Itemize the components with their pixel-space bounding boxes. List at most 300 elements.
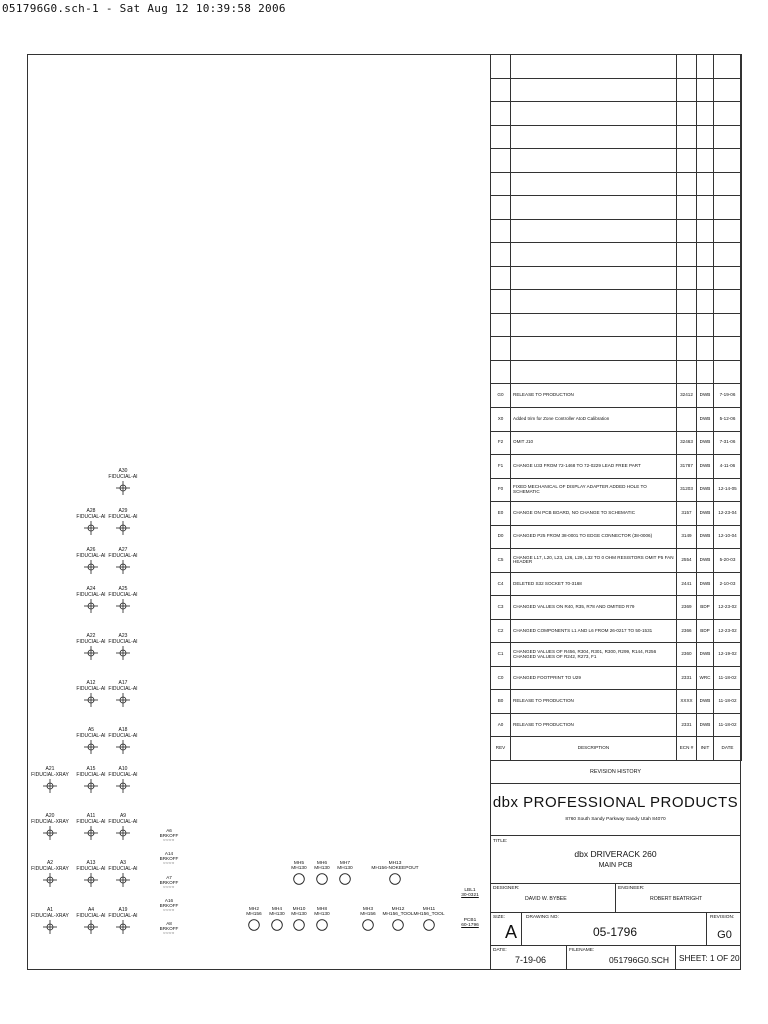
fiducial-a18 (103, 728, 143, 754)
fiducial-type: FIDUCIAL-AI (76, 912, 106, 919)
rev-cell-desc (511, 149, 677, 173)
fiducial-ref: A10 (118, 766, 128, 772)
rev-empty-row (491, 360, 742, 384)
fiducial-type: FIDUCIAL-XRAY (31, 818, 69, 825)
company-address: 8760 South Sandy Parkway Sandy Utah 84070 (565, 817, 666, 822)
fiducial-ref: A15 (86, 766, 96, 772)
fiducial-a1 (30, 908, 70, 934)
fiducial-ref: A19 (118, 907, 128, 913)
rev-cell-date: 12-23-02 (714, 619, 742, 643)
rev-cell-rev: E0 (491, 502, 511, 526)
mount-hole-icon (365, 873, 425, 885)
rev-row (491, 455, 742, 479)
fiducial-type: FIDUCIAL-AI (76, 513, 106, 520)
engineer-box (615, 883, 741, 913)
rev-cell-rev (491, 243, 511, 267)
rev-cell-ecn (677, 102, 697, 126)
rev-cell-ecn (677, 313, 697, 337)
mount-hole-type: MH130 (314, 866, 330, 872)
rev-cell-rev (491, 55, 511, 79)
title-line-2: MAIN PCB (598, 862, 633, 869)
rev-row (491, 549, 742, 573)
rev-cell-ecn: 2369 (677, 596, 697, 620)
rev-cell-rev: C5 (491, 549, 511, 573)
rev-cell-init (697, 219, 714, 243)
rev-cell-init (697, 266, 714, 290)
print-header: 051796G0.sch-1 - Sat Aug 12 10:39:58 2006 (2, 2, 286, 15)
rev-cell-desc: Added trim for Zone Controller AtoD Calibration (511, 407, 677, 431)
fiducial-ref: A5 (87, 727, 95, 733)
rev-empty-row (491, 172, 742, 196)
rev-cell-init (697, 243, 714, 267)
rev-row (491, 407, 742, 431)
rev-cell-date: 11-18-02 (714, 713, 742, 737)
mount-hole-ref: MH7 (339, 861, 351, 866)
fiducial-type: FIDUCIAL-AI (76, 818, 106, 825)
breakoff-type: BRKOFF (159, 833, 179, 839)
rev-cell-ecn: 3149 (677, 525, 697, 549)
rev-cell-init (697, 337, 714, 361)
engineer-label: ENGINEER: (618, 886, 645, 891)
rev-cell-date: 7-19-06 (714, 384, 742, 408)
fiducial-marker-icon (30, 873, 70, 887)
rev-cell-ecn: 32463 (677, 431, 697, 455)
breakoff-type: BRKOFF (159, 903, 179, 909)
fiducial-a2 (30, 861, 70, 887)
fiducial-ref: A11 (86, 813, 96, 819)
size-value: A (505, 922, 518, 942)
rev-cell-rev: C1 (491, 643, 511, 667)
breakoff-holes-icon: ○○○○ (163, 837, 175, 843)
rev-cell-ecn: 3157 (677, 502, 697, 526)
mount-hole-mh8 (307, 907, 337, 931)
rev-row (491, 596, 742, 620)
rev-cell-desc: RELEASE TO PRODUCTION (511, 384, 677, 408)
rev-cell-date: 12-10-04 (714, 525, 742, 549)
rev-cell-date: DATE (714, 737, 742, 761)
mount-hole-type: MH156 (360, 912, 376, 918)
mount-hole-icon (307, 919, 337, 931)
rev-empty-row (491, 313, 742, 337)
fiducial-a19 (103, 908, 143, 934)
mount-hole-type: MH130 (314, 912, 330, 918)
mount-hole-ref: MH8 (316, 907, 328, 912)
fiducial-a29 (103, 509, 143, 535)
rev-cell-rev: F0 (491, 478, 511, 502)
mount-hole-ref: MH12 (391, 907, 405, 912)
rev-cell-date (714, 290, 742, 314)
rev-cell-date (714, 78, 742, 102)
rev-cell-date: 12-19-02 (714, 643, 742, 667)
revision-box (706, 912, 741, 946)
fiducial-type: FIDUCIAL-XRAY (31, 771, 69, 778)
fiducial-type: FIDUCIAL-AI (108, 591, 138, 598)
fiducial-ref: A17 (118, 680, 128, 686)
rev-cell-desc: CHANGED VALUES ON R40, R35, R78 AND OMITED R79 (511, 596, 677, 620)
designer-label: DESIGNER: (493, 886, 520, 891)
rev-empty-row (491, 78, 742, 102)
mount-hole-type: MH156_TOOL (413, 912, 445, 918)
fiducial-type: FIDUCIAL-AI (108, 912, 138, 919)
rev-empty-row (491, 243, 742, 267)
fiducial-type: FIDUCIAL-XRAY (31, 865, 69, 872)
rev-row (491, 713, 742, 737)
fiducial-ref: A13 (86, 860, 96, 866)
fiducial-type: FIDUCIAL-AI (108, 685, 138, 692)
fiducial-a20 (30, 814, 70, 840)
rev-cell-ecn: 2331 (677, 666, 697, 690)
sheet-box (675, 945, 741, 970)
rev-cell-desc (511, 55, 677, 79)
breakoff-a6 (157, 828, 181, 842)
rev-cell-init: DWB (697, 455, 714, 479)
mount-hole-type: MH130 (337, 866, 353, 872)
rev-cell-rev (491, 360, 511, 384)
rev-cell-date (714, 55, 742, 79)
rev-cell-ecn: 32412 (677, 384, 697, 408)
fiducial-type: FIDUCIAL-AI (76, 732, 106, 739)
rev-cell-desc (511, 243, 677, 267)
breakoff-ref: A6 (166, 828, 172, 833)
fiducial-marker-icon (103, 693, 143, 707)
rev-row (491, 643, 742, 667)
rev-empty-row (491, 149, 742, 173)
rev-cell-rev (491, 78, 511, 102)
rev-cell-ecn: 2360 (677, 643, 697, 667)
fiducial-a10 (103, 767, 143, 793)
fiducial-type: FIDUCIAL-AI (76, 591, 106, 598)
rev-cell-date (714, 196, 742, 220)
drawing-number-label: DRAWING NO: (526, 915, 559, 920)
rev-cell-date (714, 266, 742, 290)
rev-cell-desc (511, 125, 677, 149)
rev-cell-desc (511, 360, 677, 384)
fiducial-ref: A21 (45, 766, 55, 772)
company-name: dbx PROFESSIONAL PRODUCTS (492, 794, 739, 811)
breakoff-ref: A16 (164, 898, 174, 903)
rev-cell-rev (491, 290, 511, 314)
rev-cell-date: 5-12-06 (714, 407, 742, 431)
rev-cell-rev: F1 (491, 455, 511, 479)
mount-hole-mh7 (330, 861, 360, 885)
rev-cell-desc: CHANGED VALUES OF R456, R304, R301, R300, R299, R144, R256 CHANGED VALUES OF R242, R273, F1 (511, 643, 677, 667)
breakoff-type: BRKOFF (159, 880, 179, 886)
rev-cell-init: DWB (697, 643, 714, 667)
rev-cell-date: 12-23-02 (714, 596, 742, 620)
rev-cell-date (714, 172, 742, 196)
rev-cell-init: DWB (697, 525, 714, 549)
fiducial-ref: A1 (46, 907, 54, 913)
part-label-pcb1 (455, 918, 485, 929)
fiducial-ref: A26 (86, 547, 96, 553)
rev-cell-rev: X0 (491, 407, 511, 431)
fiducial-ref: A22 (86, 633, 96, 639)
rev-cell-rev: C0 (491, 666, 511, 690)
fiducial-type: FIDUCIAL-AI (108, 732, 138, 739)
drawing-number-box (521, 912, 707, 946)
rev-cell-ecn: 2366 (677, 619, 697, 643)
rev-cell-init: BDP (697, 596, 714, 620)
rev-cell-desc: DESCRIPTION (511, 737, 677, 761)
fiducial-marker-icon (103, 873, 143, 887)
rev-cell-desc: CHANGED P25 FROM 38-0001 TO EDGE CONNECTOR (38-0006) (511, 525, 677, 549)
rev-cell-date (714, 243, 742, 267)
fiducial-type: FIDUCIAL-XRAY (31, 912, 69, 919)
revision-history-box (490, 760, 741, 784)
breakoff-a14 (157, 851, 181, 865)
rev-empty-row (491, 55, 742, 79)
rev-row (491, 502, 742, 526)
rev-cell-rev (491, 313, 511, 337)
fiducial-type: FIDUCIAL-AI (108, 473, 138, 480)
rev-cell-init (697, 78, 714, 102)
rev-cell-init (697, 149, 714, 173)
fiducial-ref: A29 (118, 508, 128, 514)
rev-cell-ecn (677, 219, 697, 243)
rev-cell-desc (511, 313, 677, 337)
rev-cell-ecn: 2331 (677, 713, 697, 737)
rev-cell-desc (511, 219, 677, 243)
company-box (490, 783, 741, 836)
designer-box (490, 883, 616, 913)
rev-cell-date (714, 102, 742, 126)
rev-cell-rev: C3 (491, 596, 511, 620)
fiducial-type: FIDUCIAL-AI (108, 865, 138, 872)
fiducial-ref: A23 (118, 633, 128, 639)
fiducial-ref: A18 (118, 727, 128, 733)
filename-value: 051796G0.SCH (609, 955, 670, 965)
rev-cell-ecn (677, 125, 697, 149)
revision-table (490, 54, 741, 760)
rev-cell-init (697, 125, 714, 149)
fiducial-type: FIDUCIAL-AI (76, 685, 106, 692)
rev-row (491, 384, 742, 408)
mount-hole-ref: MH11 (422, 907, 436, 912)
rev-cell-init (697, 290, 714, 314)
mount-hole-ref: MH10 (292, 907, 306, 912)
fiducial-type: FIDUCIAL-AI (76, 771, 106, 778)
mount-hole-icon (330, 873, 360, 885)
rev-cell-date: 11-18-02 (714, 690, 742, 714)
rev-row (491, 666, 742, 690)
rev-cell-rev (491, 125, 511, 149)
rev-empty-row (491, 125, 742, 149)
mount-hole-type: MH156 (246, 912, 262, 918)
rev-cell-date: 4-11-06 (714, 455, 742, 479)
fiducial-marker-icon (103, 779, 143, 793)
mount-hole-icon (353, 919, 383, 931)
rev-row (491, 478, 742, 502)
rev-cell-init (697, 313, 714, 337)
rev-row (491, 431, 742, 455)
fiducial-ref: A30 (118, 468, 128, 474)
rev-cell-rev (491, 172, 511, 196)
breakoff-ref: A8 (166, 921, 172, 926)
rev-row (491, 690, 742, 714)
rev-cell-rev (491, 337, 511, 361)
fiducial-ref: A3 (119, 860, 127, 866)
fiducial-marker-icon (103, 920, 143, 934)
part-label-ref: LBL1 (464, 888, 476, 893)
rev-cell-rev (491, 219, 511, 243)
rev-cell-ecn: ECN # (677, 737, 697, 761)
mount-hole-ref: MH13 (388, 861, 402, 866)
rev-cell-init: DWB (697, 384, 714, 408)
rev-cell-ecn (677, 78, 697, 102)
rev-cell-date: 2-10-03 (714, 572, 742, 596)
fiducial-ref: A28 (86, 508, 96, 514)
mount-hole-icon (411, 919, 447, 931)
rev-cell-init: DWB (697, 431, 714, 455)
fiducial-marker-icon (103, 560, 143, 574)
revision-history-label: REVISION HISTORY (589, 769, 642, 775)
rev-empty-row (491, 102, 742, 126)
breakoff-holes-icon: ○○○○ (163, 860, 175, 866)
date-label: DATE: (493, 948, 507, 953)
rev-cell-init: DWB (697, 713, 714, 737)
rev-cell-init: DWB (697, 549, 714, 573)
mount-hole-type: MH130 (291, 866, 307, 872)
breakoff-holes-icon: ○○○○ (163, 930, 175, 936)
breakoff-type: BRKOFF (159, 856, 179, 862)
breakoff-a16 (157, 898, 181, 912)
mount-hole-ref: MH5 (293, 861, 305, 866)
mount-hole-mh3 (353, 907, 383, 931)
rev-cell-date (714, 125, 742, 149)
mount-hole-mh13 (365, 861, 425, 885)
part-label-number: 30-0321 (461, 893, 479, 899)
rev-cell-init (697, 196, 714, 220)
rev-empty-row (491, 196, 742, 220)
rev-cell-desc (511, 337, 677, 361)
part-label-number: 60-1796 (461, 923, 479, 929)
rev-cell-rev (491, 196, 511, 220)
breakoff-a7 (157, 875, 181, 889)
fiducial-ref: A12 (86, 680, 96, 686)
mount-hole-ref: MH2 (248, 907, 260, 912)
fiducial-type: FIDUCIAL-AI (108, 552, 138, 559)
rev-cell-rev (491, 149, 511, 173)
rev-cell-ecn (677, 290, 697, 314)
date-value: 7-19-06 (515, 955, 547, 965)
rev-cell-desc (511, 266, 677, 290)
rev-cell-ecn (677, 337, 697, 361)
rev-cell-ecn: XXXX (677, 690, 697, 714)
rev-cell-ecn (677, 266, 697, 290)
fiducial-marker-icon (103, 740, 143, 754)
fiducial-a3 (103, 861, 143, 887)
rev-cell-ecn (677, 243, 697, 267)
rev-row (491, 572, 742, 596)
mount-hole-type: MH130 (269, 912, 285, 918)
fiducial-ref: A9 (119, 813, 127, 819)
filename-box (566, 945, 676, 970)
rev-cell-init: WRC (697, 666, 714, 690)
rev-cell-desc: DELETED S32 SOCKET 70-3168 (511, 572, 677, 596)
designer-name: DAVID W. BYBEE (525, 896, 567, 902)
fiducial-marker-icon (103, 826, 143, 840)
fiducial-type: FIDUCIAL-AI (108, 771, 138, 778)
rev-cell-date (714, 219, 742, 243)
rev-cell-ecn (677, 149, 697, 173)
rev-cell-desc (511, 102, 677, 126)
rev-cell-desc: CHANGED COMPONENTS L1 AND L6 FROM 26-0217 TO 50-1531 (511, 619, 677, 643)
fiducial-a27 (103, 548, 143, 574)
part-label-lbl1 (455, 888, 485, 899)
rev-cell-ecn: 31787 (677, 455, 697, 479)
rev-cell-desc: RELEASE TO PRODUCTION (511, 713, 677, 737)
fiducial-marker-icon (30, 826, 70, 840)
rev-cell-rev: D0 (491, 525, 511, 549)
fiducial-ref: A27 (118, 547, 128, 553)
rev-cell-desc: CHANGE U33 FROM 72-1468 TO 72-0229 LEAD FREE PART (511, 455, 677, 479)
rev-cell-desc (511, 196, 677, 220)
rev-cell-init (697, 172, 714, 196)
rev-cell-rev (491, 266, 511, 290)
breakoff-ref: A14 (164, 851, 174, 856)
rev-cell-date: 11-18-02 (714, 666, 742, 690)
rev-cell-init (697, 55, 714, 79)
rev-cell-ecn: 2554 (677, 549, 697, 573)
rev-cell-rev: REV (491, 737, 511, 761)
fiducial-type: FIDUCIAL-AI (108, 818, 138, 825)
title-label: TITLE: (493, 839, 508, 844)
size-label: SIZE: (493, 915, 505, 920)
fiducial-a25 (103, 587, 143, 613)
fiducial-a30 (103, 469, 143, 495)
revision-value: G0 (717, 929, 732, 941)
breakoff-ref: A7 (166, 875, 172, 880)
rev-cell-date: 7-31-06 (714, 431, 742, 455)
rev-cell-ecn: 2441 (677, 572, 697, 596)
rev-cell-desc (511, 78, 677, 102)
rev-cell-date (714, 313, 742, 337)
rev-cell-ecn (677, 360, 697, 384)
fiducial-type: FIDUCIAL-AI (108, 638, 138, 645)
fiducial-type: FIDUCIAL-AI (76, 638, 106, 645)
rev-cell-desc: FIXED MECHANICAL OF DISPLAY ADAPTER ADDED HOLE TO SCHEMATIC (511, 478, 677, 502)
mount-hole-type: MH156_TOOL (382, 912, 414, 918)
rev-cell-init: INIT (697, 737, 714, 761)
rev-cell-ecn (677, 196, 697, 220)
fiducial-type: FIDUCIAL-AI (76, 865, 106, 872)
rev-cell-init: DWB (697, 502, 714, 526)
date-box (490, 945, 567, 970)
fiducial-marker-icon (103, 521, 143, 535)
rev-cell-date (714, 149, 742, 173)
breakoff-a8 (157, 921, 181, 935)
fiducial-ref: A2 (46, 860, 54, 866)
rev-cell-rev: C4 (491, 572, 511, 596)
mount-hole-ref: MH6 (316, 861, 328, 866)
revision-label: REVISION: (710, 915, 735, 920)
rev-cell-desc: CHANGE L17, L20, L23, L26, L29, L32 TO 0 OHM RESISTORS OMIT P5 FAN HEADER (511, 549, 677, 573)
rev-cell-desc: CHANGE ON PCB BOARD, NO CHANGE TO SCHEMATIC (511, 502, 677, 526)
fiducial-a9 (103, 814, 143, 840)
rev-empty-row (491, 219, 742, 243)
title-box (490, 835, 741, 884)
rev-cell-init: BDP (697, 619, 714, 643)
rev-cell-ecn: 31203 (677, 478, 697, 502)
rev-cell-init: DWB (697, 478, 714, 502)
size-box (490, 912, 522, 946)
fiducial-type: FIDUCIAL-AI (76, 552, 106, 559)
mount-hole-mh11 (411, 907, 447, 931)
rev-cell-rev: C2 (491, 619, 511, 643)
fiducial-ref: A25 (118, 586, 128, 592)
rev-empty-row (491, 290, 742, 314)
sheet-number: SHEET: 1 OF 20 (679, 954, 740, 963)
